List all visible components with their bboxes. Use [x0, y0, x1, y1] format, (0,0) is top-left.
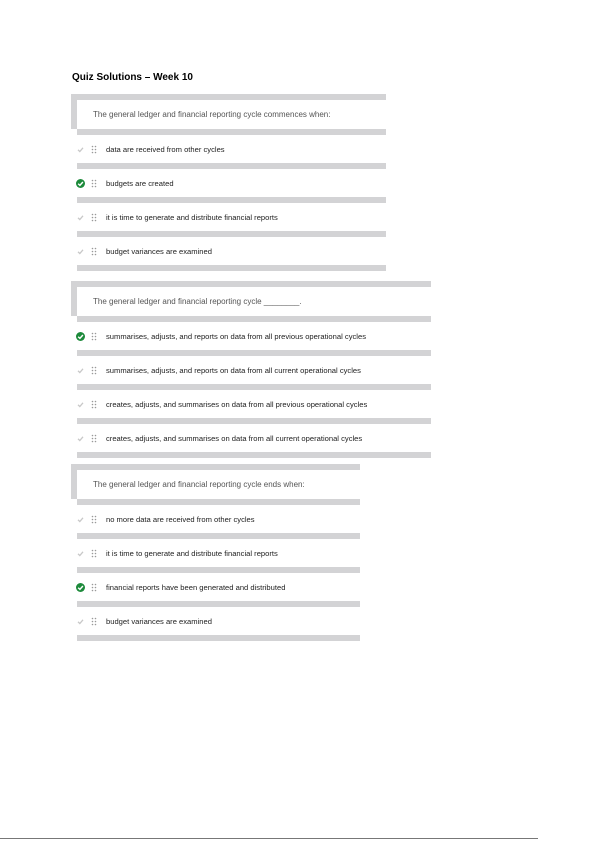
drag-handle-icon[interactable]	[91, 583, 97, 592]
quiz-question-3	[71, 464, 360, 641]
answer-label: budget variances are examined	[106, 616, 212, 626]
drag-handle-icon[interactable]	[91, 434, 97, 443]
drag-handle-icon[interactable]	[91, 400, 97, 409]
correct-check-icon	[76, 179, 85, 188]
answer-label: no more data are received from other cycles	[106, 514, 255, 524]
question-text: The general ledger and financial reporting cycle commences when:	[71, 100, 386, 129]
answer-label: data are received from other cycles	[106, 144, 225, 154]
divider	[77, 265, 386, 271]
footer-divider	[0, 838, 538, 839]
unselected-check-icon	[76, 145, 85, 154]
answer-option[interactable]	[71, 424, 431, 452]
drag-handle-icon[interactable]	[91, 549, 97, 558]
drag-handle-icon[interactable]	[91, 617, 97, 626]
question-text: The general ledger and financial reporting cycle ends when:	[71, 470, 360, 499]
unselected-check-icon	[76, 366, 85, 375]
drag-handle-icon[interactable]	[91, 247, 97, 256]
answer-label: creates, adjusts, and summarises on data from all previous operational cycles	[106, 399, 368, 409]
correct-check-icon	[76, 332, 85, 341]
unselected-check-icon	[76, 549, 85, 558]
drag-handle-icon[interactable]	[91, 515, 97, 524]
answer-label: it is time to generate and distribute financial reports	[106, 212, 278, 222]
answer-label: budget variances are examined	[106, 246, 212, 256]
answer-option[interactable]	[71, 505, 360, 533]
answer-option[interactable]	[71, 607, 360, 635]
page-title: Quiz Solutions – Week 10	[72, 72, 193, 83]
drag-handle-icon[interactable]	[91, 332, 97, 341]
answer-option[interactable]	[71, 390, 431, 418]
answer-option[interactable]	[71, 169, 386, 197]
answer-option[interactable]	[71, 539, 360, 567]
quiz-question-2	[71, 281, 431, 458]
drag-handle-icon[interactable]	[91, 366, 97, 375]
unselected-check-icon	[76, 213, 85, 222]
divider	[77, 452, 431, 458]
quiz-question-1	[71, 94, 386, 271]
answer-option[interactable]	[71, 135, 386, 163]
answer-label: creates, adjusts, and summarises on data from all current operational cycles	[106, 433, 363, 443]
answer-option[interactable]	[71, 356, 431, 384]
unselected-check-icon	[76, 515, 85, 524]
unselected-check-icon	[76, 434, 85, 443]
answer-label: financial reports have been generated and distributed	[106, 582, 286, 592]
question-text: The general ledger and financial reporting cycle ________.	[71, 287, 431, 316]
correct-check-icon	[76, 583, 85, 592]
answer-label: summarises, adjusts, and reports on data from all current operational cycles	[106, 365, 361, 375]
unselected-check-icon	[76, 400, 85, 409]
answer-option[interactable]	[71, 573, 360, 601]
unselected-check-icon	[76, 617, 85, 626]
answer-label: budgets are created	[106, 178, 174, 188]
drag-handle-icon[interactable]	[91, 145, 97, 154]
divider	[77, 635, 360, 641]
answer-label: it is time to generate and distribute financial reports	[106, 548, 278, 558]
drag-handle-icon[interactable]	[91, 179, 97, 188]
drag-handle-icon[interactable]	[91, 213, 97, 222]
answer-label: summarises, adjusts, and reports on data from all previous operational cycles	[106, 331, 366, 341]
unselected-check-icon	[76, 247, 85, 256]
answer-option[interactable]	[71, 237, 386, 265]
answer-option[interactable]	[71, 322, 431, 350]
answer-option[interactable]	[71, 203, 386, 231]
